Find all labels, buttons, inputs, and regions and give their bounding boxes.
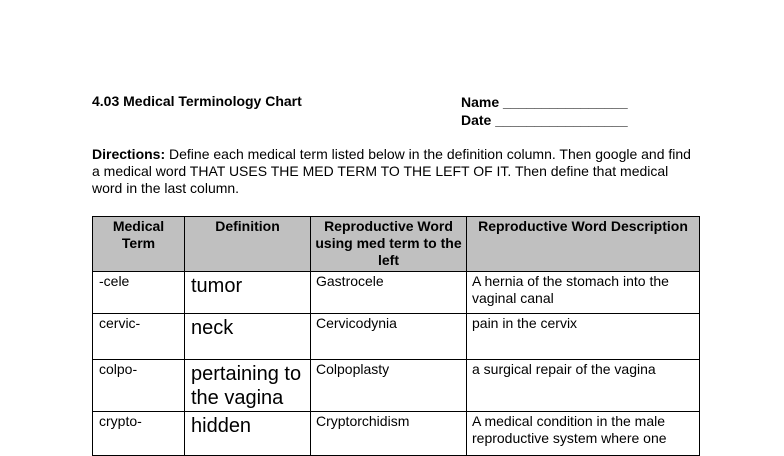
date-field: Date _________________ xyxy=(461,112,628,128)
term-cell: -cele xyxy=(93,272,185,314)
word-cell: Cryptorchidism xyxy=(311,412,467,456)
term-cell: colpo- xyxy=(93,360,185,412)
description-cell: pain in the cervix xyxy=(467,314,700,360)
word-cell: Colpoplasty xyxy=(311,360,467,412)
table-row xyxy=(93,360,700,412)
header-medical-term: Medical Term xyxy=(93,217,185,272)
description-cell: A medical condition in the male reproductive system where one xyxy=(467,412,700,456)
definition-cell: hidden xyxy=(185,412,311,456)
document-title: 4.03 Medical Terminology Chart xyxy=(92,93,302,109)
description-cell: A hernia of the stomach into the vaginal canal xyxy=(467,272,700,314)
name-date-block xyxy=(461,93,628,129)
term-cell: cervic- xyxy=(93,314,185,360)
definition-cell: tumor xyxy=(185,272,311,314)
header-definition: Definition xyxy=(185,217,311,272)
term-cell: crypto- xyxy=(93,412,185,456)
definition-cell: pertaining to the vagina xyxy=(185,360,311,412)
description-cell: a surgical repair of the vagina xyxy=(467,360,700,412)
directions-text: Define each medical term listed below in the definition column. Then google and find a medical word THAT USES THE MED TERM TO THE LEFT OF IT. Then define that medical word in the last column. xyxy=(92,146,691,196)
header-reproductive-description: Reproductive Word Description xyxy=(467,217,700,272)
directions-label: Directions: xyxy=(92,146,166,162)
table-row xyxy=(93,272,700,314)
word-cell: Cervicodynia xyxy=(311,314,467,360)
terminology-table xyxy=(92,216,700,456)
name-field: Name ________________ xyxy=(461,94,628,110)
table-header-row xyxy=(93,217,700,272)
table-row xyxy=(93,412,700,456)
table-row xyxy=(93,314,700,360)
word-cell: Gastrocele xyxy=(311,272,467,314)
header-reproductive-word: Reproductive Word using med term to the left xyxy=(311,217,467,272)
directions-paragraph xyxy=(92,146,702,197)
definition-cell: neck xyxy=(185,314,311,360)
